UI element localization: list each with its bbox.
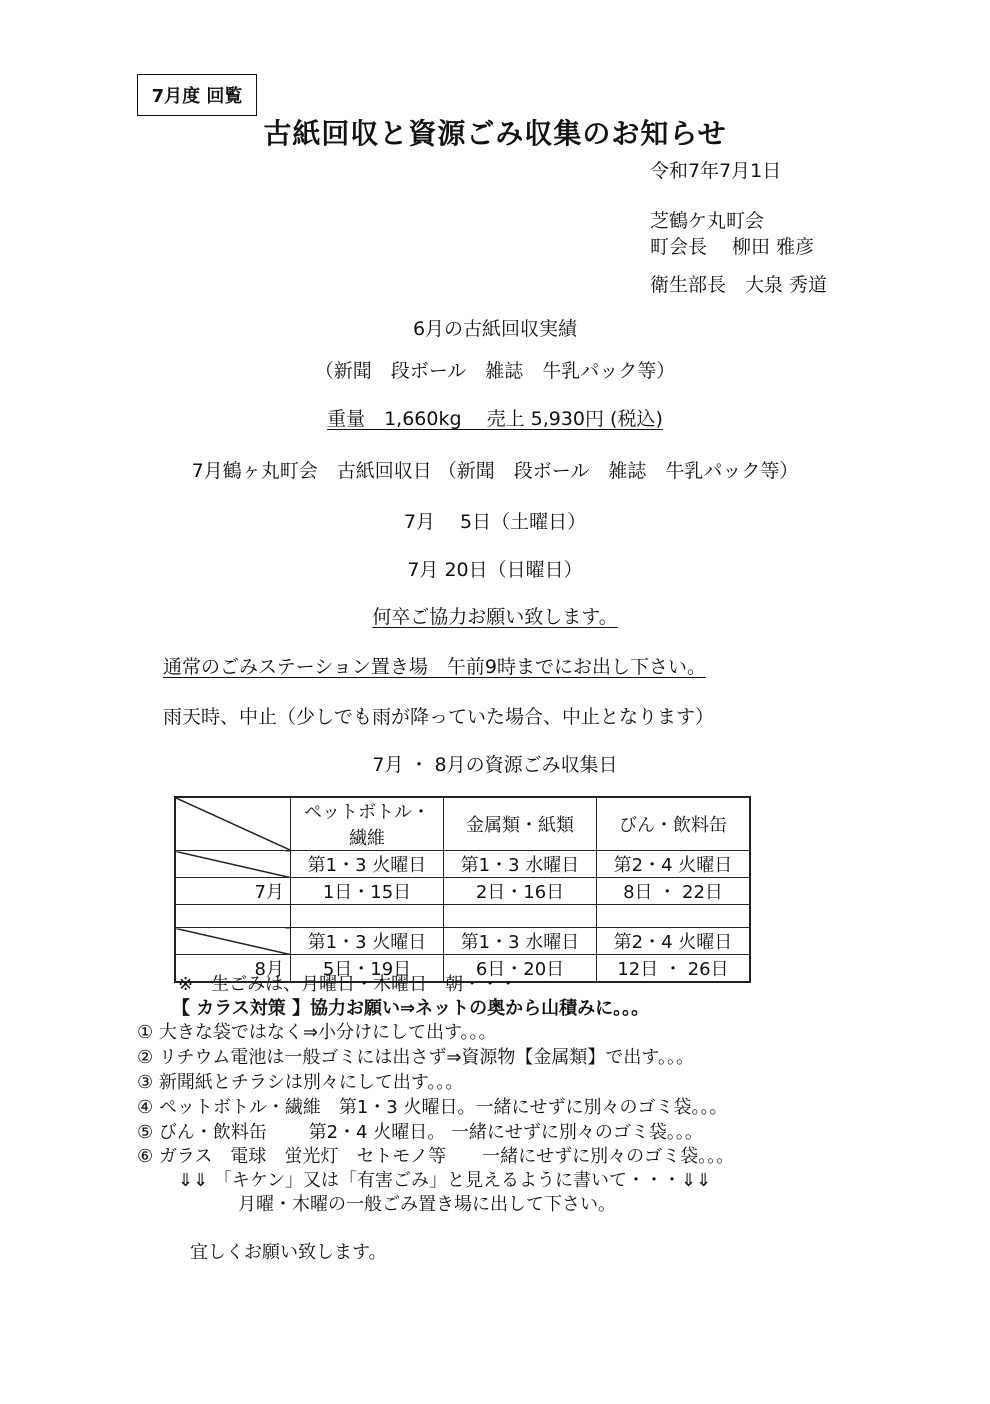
table-header-row bbox=[175, 797, 750, 851]
row-label: 7月 bbox=[175, 878, 291, 905]
resource-schedule-table bbox=[174, 796, 751, 983]
table-row bbox=[175, 905, 750, 928]
list-item: ① 大きな袋ではなく⇒小分けにして出す。。。 bbox=[137, 1022, 497, 1043]
table-header: ペットボトル・繊維 bbox=[291, 797, 444, 851]
table-header: 金属類・紙類 bbox=[444, 797, 597, 851]
note-food-waste: ※ 生ごみは、月曜日・木曜日 朝・・・ bbox=[178, 974, 518, 995]
table-row bbox=[175, 928, 750, 955]
table-cell: 第1・3 水曜日 bbox=[444, 851, 597, 878]
org-sanitation-head: 衛生部長 大泉 秀道 bbox=[650, 274, 828, 296]
table-cell: 第1・3 火曜日 bbox=[291, 851, 444, 878]
list-item: ② リチウム電池は一般ゴミには出さず⇒資源物【金属類】で出す。。。 bbox=[137, 1047, 694, 1068]
results-items: （新聞 段ボール 雑誌 牛乳パック等） bbox=[314, 360, 676, 382]
table-cell: 第1・3 水曜日 bbox=[444, 928, 597, 955]
closing-text: 宜しくお願い致します。 bbox=[190, 1242, 387, 1263]
note-hazard-label: ⇓⇓ 「キケン」又は「有害ごみ」と見えるように書いて・・・⇓⇓ bbox=[178, 1170, 712, 1191]
list-item: ④ ペットボトル・繊維 第1・3 火曜日。一緒にせずに別々のゴミ袋。。。 bbox=[137, 1097, 728, 1118]
org-chairman: 町会長 柳田 雅彦 bbox=[650, 236, 815, 258]
org-name: 芝鶴ケ丸町会 bbox=[650, 210, 765, 232]
results-heading: 6月の古紙回収実績 bbox=[412, 318, 578, 340]
row-label bbox=[175, 928, 291, 955]
collection-request: 何卒ご協力お願い致します。 bbox=[372, 606, 618, 628]
table-cell: 第2・4 火曜日 bbox=[597, 851, 751, 878]
table-cell: 6日・20日 bbox=[444, 955, 597, 983]
table-cell bbox=[291, 905, 444, 928]
list-item: ⑤ びん・飲料缶 第2・4 火曜日。 一緒にせずに別々のゴミ袋。。。 bbox=[137, 1122, 703, 1143]
table-cell bbox=[444, 905, 597, 928]
table-cell: 第1・3 火曜日 bbox=[291, 928, 444, 955]
circulation-stamp: 7月度 回覧 bbox=[137, 74, 257, 116]
row-label bbox=[175, 851, 291, 878]
collection-heading: 7月鶴ヶ丸町会 古紙回収日 （新聞 段ボール 雑誌 牛乳パック等） bbox=[191, 460, 799, 482]
table-cell bbox=[597, 905, 751, 928]
results-figures: 重量 1,660kg 売上 5,930円 (税込) bbox=[327, 408, 663, 430]
schedule-heading: 7月 ・ 8月の資源ごみ収集日 bbox=[372, 754, 618, 776]
table-cell: 12日 ・ 26日 bbox=[597, 955, 751, 983]
page-title: 古紙回収と資源ごみ収集のお知らせ bbox=[263, 117, 727, 150]
table-header: びん・飲料缶 bbox=[597, 797, 751, 851]
list-item: ③ 新聞紙とチラシは別々にして出す。。。 bbox=[137, 1072, 464, 1093]
table-row bbox=[175, 851, 750, 878]
note-crow-measures: 【 カラス対策 】協力お願い⇒ネットの奥から山積みに。。。 bbox=[172, 998, 650, 1019]
note-disposal-place: 月曜・木曜の一般ごみ置き場に出して下さい。 bbox=[238, 1194, 616, 1215]
list-item: ⑥ ガラス 電球 蛍光灯 セトモノ等 一緒にせずに別々のゴミ袋。。。 bbox=[137, 1146, 735, 1167]
collection-date-2: 7月 20日（日曜日） bbox=[407, 559, 583, 581]
table-cell: 第2・4 火曜日 bbox=[597, 928, 751, 955]
table-cell: 1日・15日 bbox=[291, 878, 444, 905]
table-cell: 5日・19日 bbox=[291, 955, 444, 983]
table-cell: 2日・16日 bbox=[444, 878, 597, 905]
table-row bbox=[175, 878, 750, 905]
collection-place: 通常のごみステーション置き場 午前9時までにお出し下さい。 bbox=[163, 656, 706, 678]
corner-cell bbox=[175, 797, 291, 851]
collection-date-1: 7月 5日（土曜日） bbox=[403, 511, 587, 533]
table-cell: 8日 ・ 22日 bbox=[597, 878, 751, 905]
row-label bbox=[175, 905, 291, 928]
rain-notice: 雨天時、中止（少しでも雨が降っていた場合、中止となります） bbox=[163, 706, 715, 728]
row-label: 8月 bbox=[175, 955, 291, 983]
issue-date: 令和7年7月1日 bbox=[650, 160, 782, 182]
